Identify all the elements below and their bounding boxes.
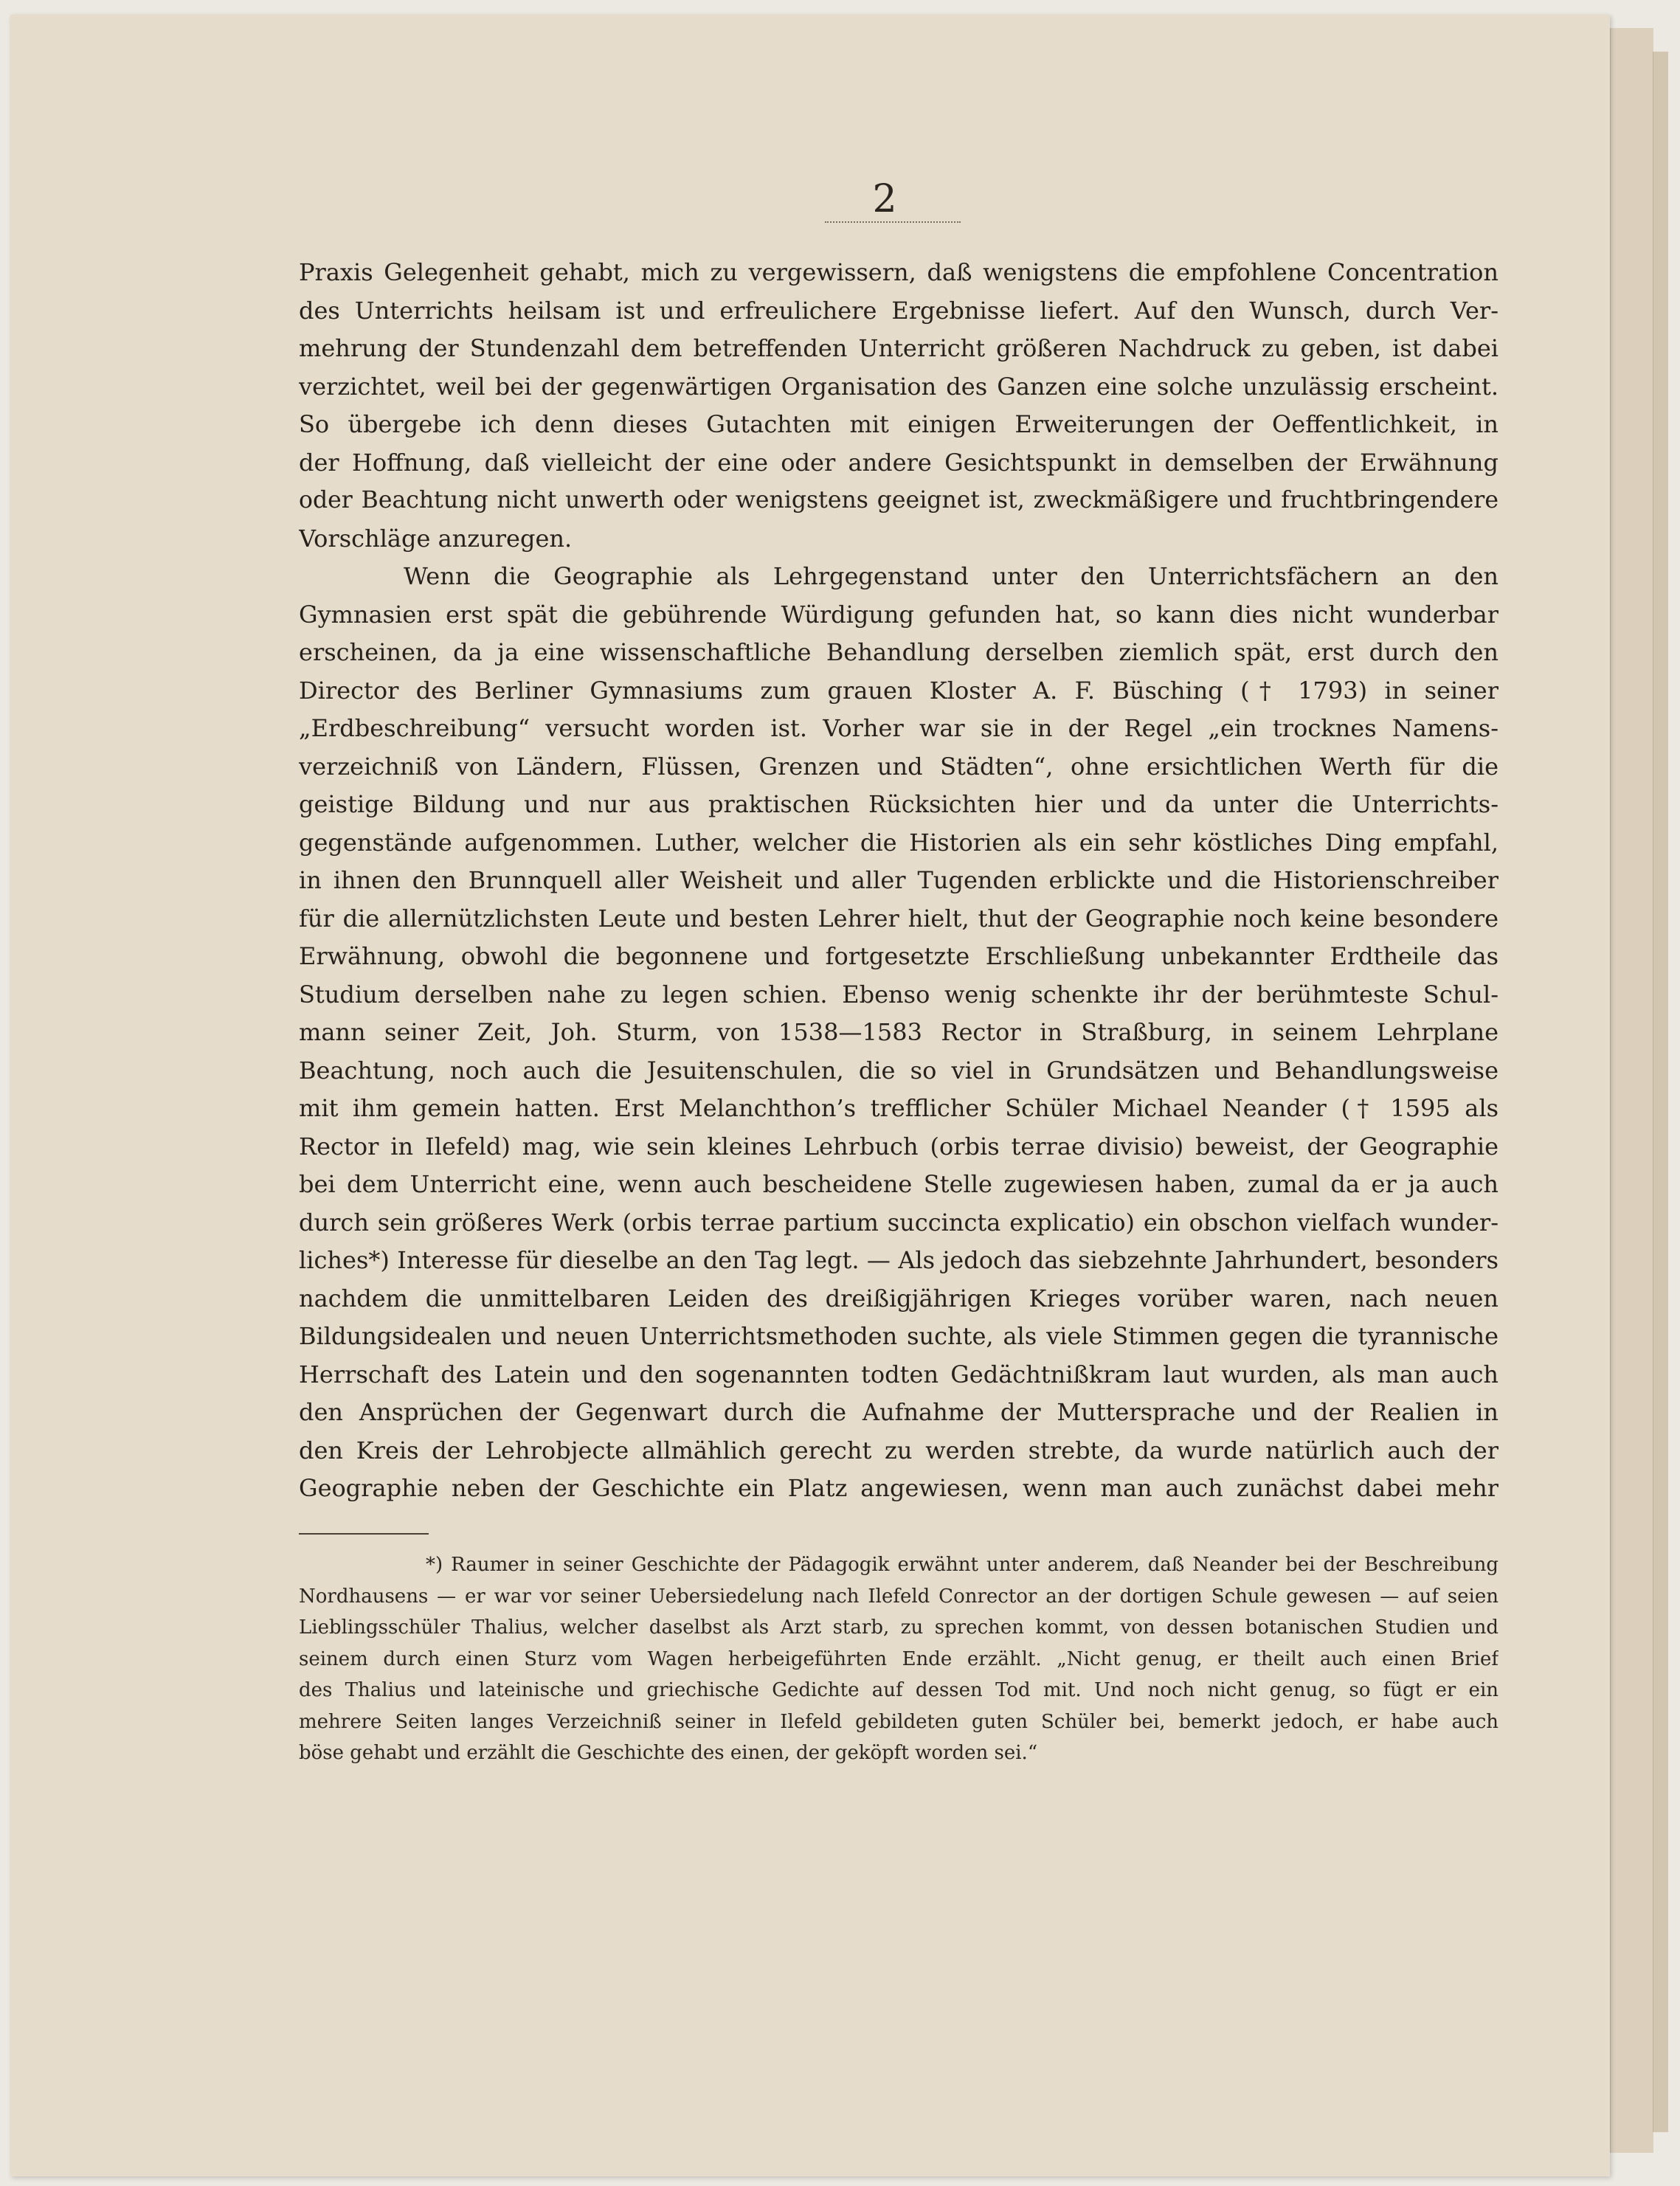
text-line: Herrschaft des Latein und den sogenannten todten Gedächtnißkram laut wurden, als man auch xyxy=(299,1360,1498,1388)
text-line: mehrung der Stundenzahl dem betreffenden Unterricht größeren Nachdruck zu geben, ist dabei xyxy=(299,334,1498,362)
page-number: 2 xyxy=(872,177,897,221)
next-page-edge xyxy=(1610,28,1653,2153)
text-line: nachdem die unmittelbaren Leiden des dreißigjährigen Krieges vorüber waren, nach neuen xyxy=(299,1284,1498,1312)
text-line: für die allernützlichsten Leute und besten Lehrer hielt, thut der Geographie noch keine besondere xyxy=(299,904,1498,933)
text-line: in ihnen den Brunnquell aller Weisheit und aller Tugenden erblickte und die Historienschreiber xyxy=(299,866,1498,894)
text-line: Erwähnung, obwohl die begonnene und fortgesetzte Erschließung unbekannter Erdtheile das xyxy=(299,942,1498,970)
text-line: mit ihm gemein hatten. Erst Melanchthon’s trefflicher Schüler Michael Neander († 1595 als xyxy=(299,1094,1498,1122)
paragraph-start-line: Wenn die Geographie als Lehrgegenstand unter den Unterrichtsfächern an den xyxy=(404,562,1498,590)
text-line: Vorschläge anzuregen. xyxy=(299,524,573,553)
page-number-ornament xyxy=(825,221,961,227)
text-line: „Erdbeschreibung“ versucht worden ist. Vorher war sie in der Regel „ein trocknes Namens- xyxy=(299,714,1498,742)
footnote-line: Lieblingsschüler Thalius, welcher daselbst als Arzt starb, zu sprechen kommt, von dessen botanischen Studien und xyxy=(299,1616,1498,1639)
text-line: geistige Bildung und nur aus praktischen Rücksichten hier und da unter die Unterrichts- xyxy=(299,790,1498,818)
text-line: gegenstände aufgenommen. Luther, welcher die Historien als ein sehr köstliches Ding empfahl, xyxy=(299,828,1498,857)
text-line: oder Beachtung nicht unwerth oder wenigstens geeignet ist, zweckmäßigere und fruchtbringendere xyxy=(299,487,1498,513)
text-line: des Unterrichts heilsam ist und erfreulichere Ergebnisse liefert. Auf den Wunsch, durch Ver- xyxy=(299,296,1498,325)
body-text xyxy=(299,254,1498,1508)
text-line: mann seiner Zeit, Joh. Sturm, von 1538—1583 Rector in Straßburg, in seinem Lehrplane xyxy=(299,1018,1498,1046)
text-line: Beachtung, noch auch die Jesuitenschulen, die so viel in Grundsätzen und Behandlungsweise xyxy=(299,1056,1498,1085)
text-line: Studium derselben nahe zu legen schien. Ebenso wenig schenkte ihr der berühmteste Schul- xyxy=(299,980,1498,1009)
footnote-line: mehrere Seiten langes Verzeichniß seiner in Ilefeld gebildeten guten Schüler bei, bemerkt jedoch, er habe auch xyxy=(299,1710,1498,1733)
text-line: den Ansprüchen der Gegenwart durch die Aufnahme der Muttersprache und der Realien in xyxy=(299,1398,1498,1426)
footnote-separator xyxy=(299,1533,429,1535)
back-page-edge xyxy=(1653,52,1668,2132)
text-line: liches*) Interesse für dieselbe an den Tag legt. — Als jedoch das siebzehnte Jahrhundert, besonders xyxy=(299,1246,1498,1274)
text-line: verzeichniß von Ländern, Flüssen, Grenzen und Städten“, ohne ersichtlichen Werth für die xyxy=(299,752,1498,781)
text-line: Bildungsidealen und neuen Unterrichtsmethoden suchte, als viele Stimmen gegen die tyrannische xyxy=(299,1322,1498,1350)
footnote-line: des Thalius und lateinische und griechische Gedichte auf dessen Tod mit. Und noch nicht genug, so fügt er ein xyxy=(299,1679,1498,1701)
text-line: durch sein größeres Werk (orbis terrae partium succincta explicatio) ein obschon vielfach wunder- xyxy=(299,1208,1498,1236)
text-line: Geographie neben der Geschichte ein Platz angewiesen, wenn man auch zunächst dabei mehr xyxy=(299,1474,1498,1502)
text-line: verzichtet, weil bei der gegenwärtigen Organisation des Ganzen eine solche unzulässig erscheint. xyxy=(299,372,1498,401)
footnote-line: böse gehabt und erzählt die Geschichte des einen, der geköpft worden sei.“ xyxy=(299,1742,1038,1764)
text-line: erscheinen, da ja eine wissenschaftliche Behandlung derselben ziemlich spät, erst durch den xyxy=(299,638,1498,666)
footnote xyxy=(299,1549,1498,1769)
text-line: Praxis Gelegenheit gehabt, mich zu vergewissern, daß wenigstens die empfohlene Concentration xyxy=(299,258,1498,286)
text-line: Rector in Ilefeld) mag, wie sein kleines Lehrbuch (orbis terrae divisio) beweist, der Geographie xyxy=(299,1132,1498,1161)
text-line: Gymnasien erst spät die gebührende Würdigung gefunden hat, so kann dies nicht wunderbar xyxy=(299,600,1498,629)
text-line: den Kreis der Lehrobjecte allmählich gerecht zu werden strebte, da wurde natürlich auch der xyxy=(299,1436,1498,1464)
text-line: bei dem Unterricht eine, wenn auch bescheidene Stelle zugewiesen haben, zumal da er ja auch xyxy=(299,1170,1498,1198)
text-line: So übergebe ich denn dieses Gutachten mit einigen Erweiterungen der Oeffentlichkeit, in xyxy=(299,410,1498,438)
footnote-line: Nordhausens — er war vor seiner Uebersiedelung nach Ilefeld Conrector an der dortigen Schule gewesen — auf seien xyxy=(299,1585,1498,1608)
text-line: Director des Berliner Gymnasiums zum grauen Kloster A. F. Büsching († 1793) in seiner xyxy=(299,676,1498,705)
text-line: der Hoffnung, daß vielleicht der eine oder andere Gesichtspunkt in demselben der Erwähnung xyxy=(299,448,1498,477)
footnote-line: seinem durch einen Sturz vom Wagen herbeigeführten Ende erzählt. „Nicht genug, er theilt auch einen Brief xyxy=(299,1647,1498,1670)
footnote-line: *) Raumer in seiner Geschichte der Pädagogik erwähnt unter anderem, daß Neander bei der Beschreibung xyxy=(426,1554,1498,1576)
